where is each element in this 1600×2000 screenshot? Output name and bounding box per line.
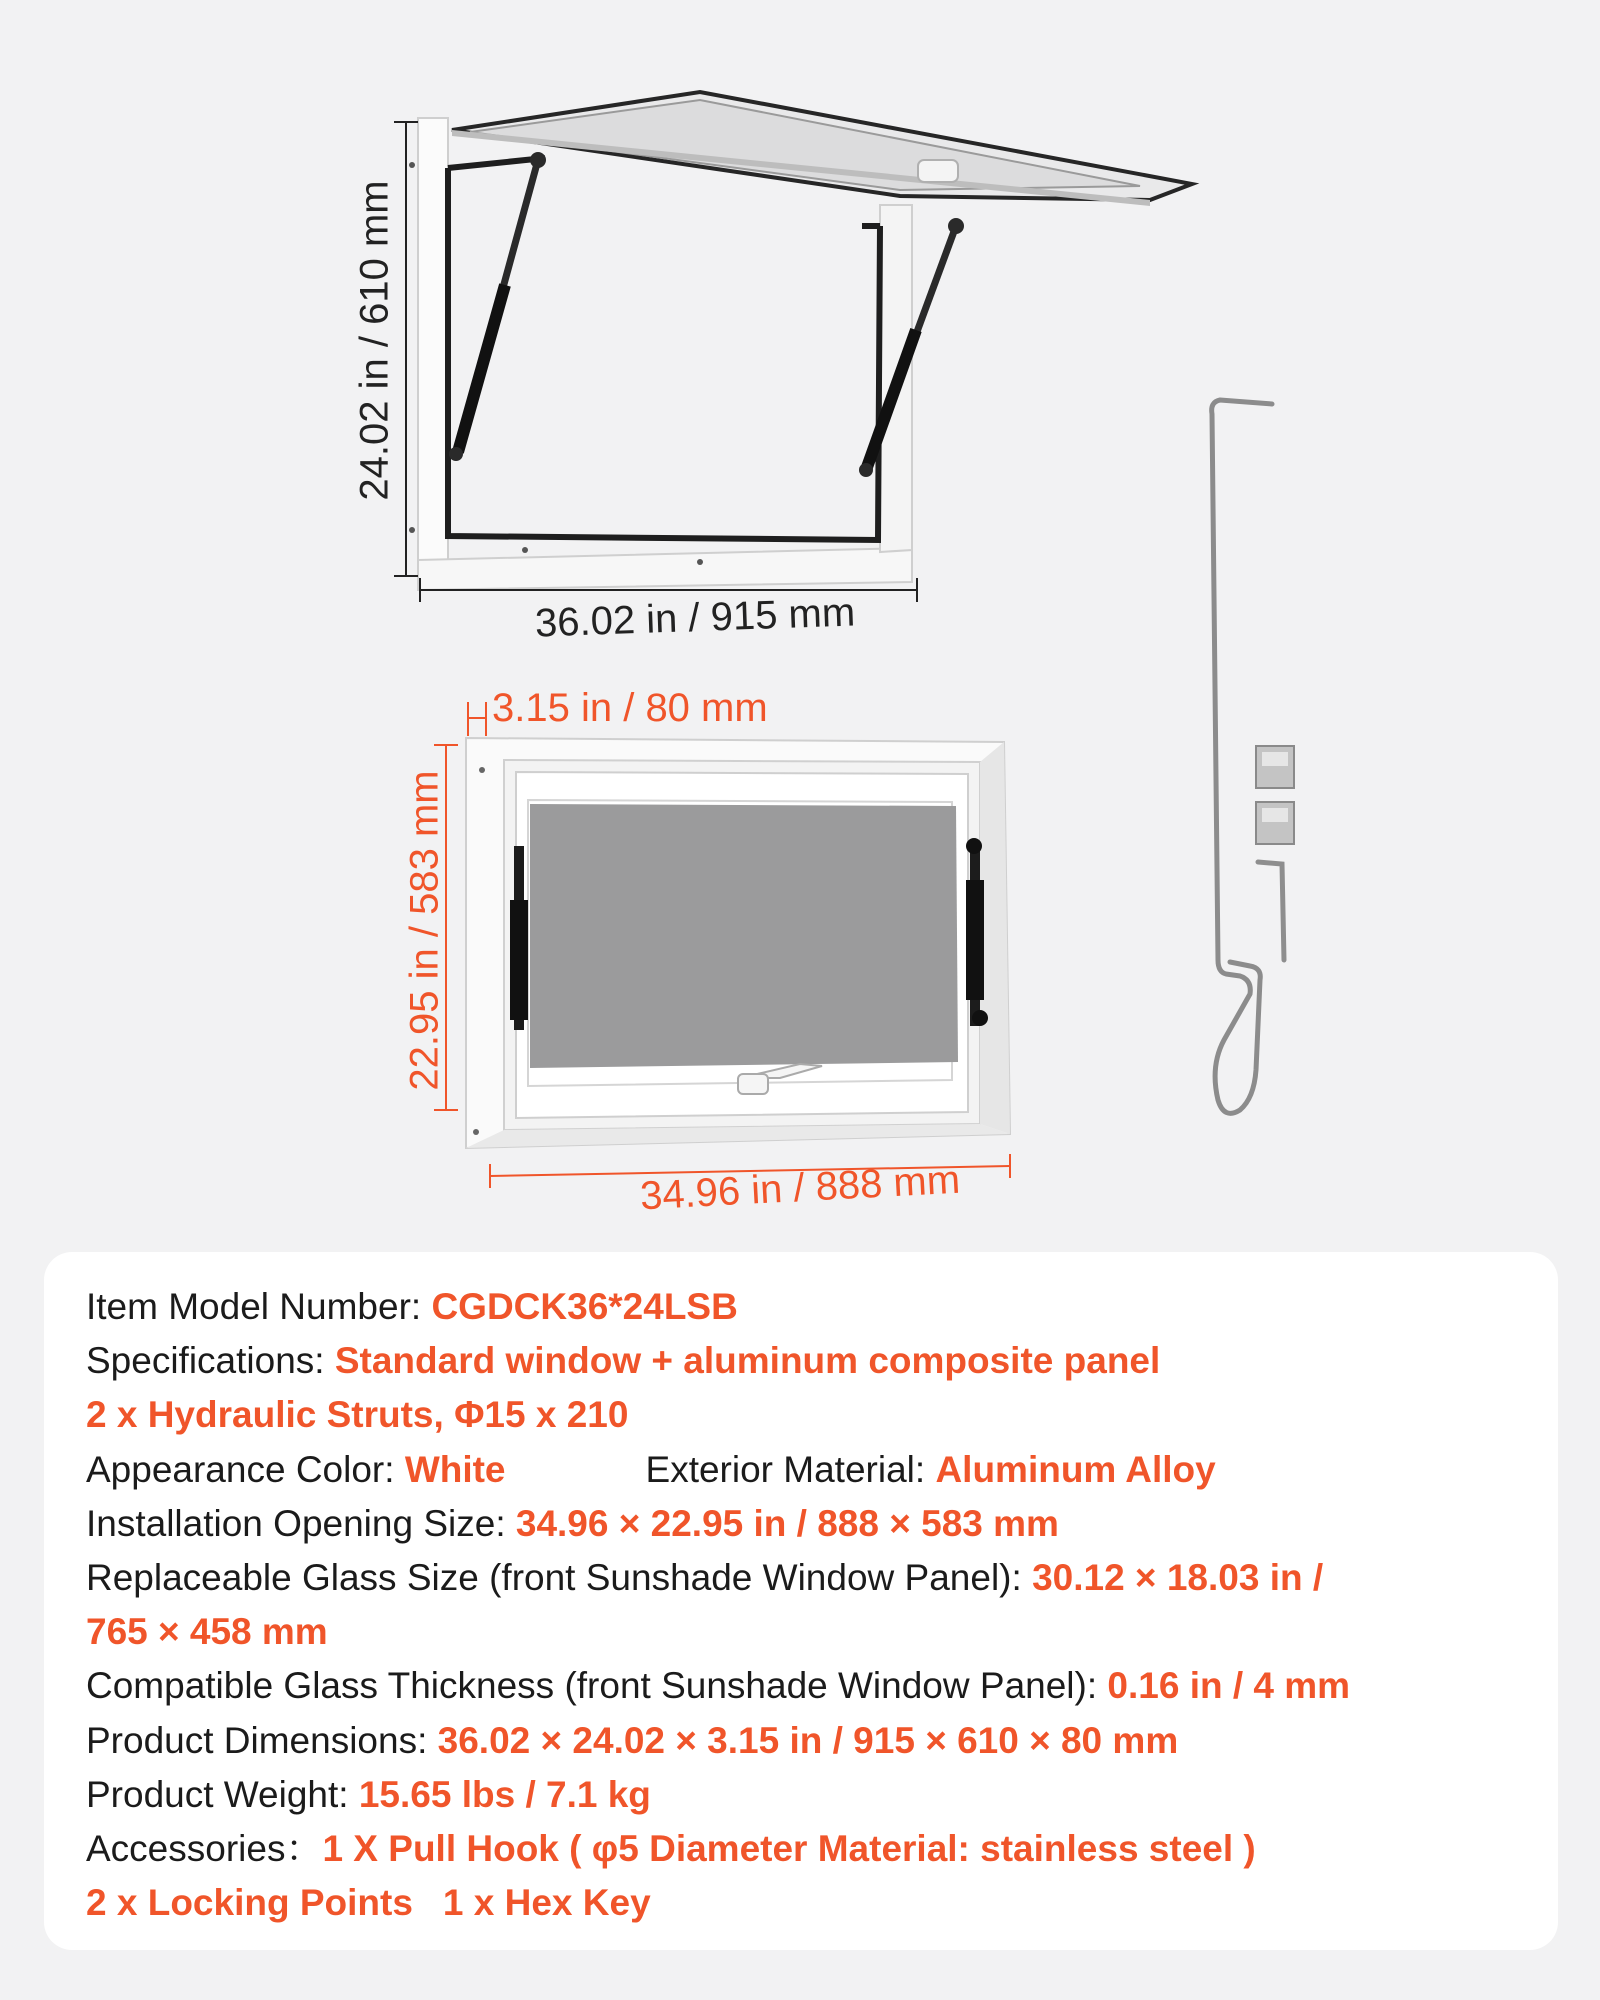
hex-key-illustration bbox=[1258, 862, 1284, 960]
model-value: CGDCK36*24LSB bbox=[431, 1286, 738, 1327]
opening-label: Installation Opening Size: bbox=[86, 1502, 516, 1544]
spec-label: Specifications: bbox=[86, 1340, 335, 1382]
weight-label: Product Weight: bbox=[86, 1773, 359, 1815]
dimensions-value: 36.02 × 24.02 × 3.15 in / 915 × 610 × 80 mm bbox=[437, 1719, 1179, 1761]
exterior-label: Exterior Material: bbox=[645, 1448, 936, 1490]
spec-accessories-cont bbox=[86, 1876, 1526, 1930]
opening-value: 34.96 × 22.95 in / 888 × 583 mm bbox=[515, 1502, 1059, 1544]
open-window-illustration bbox=[409, 92, 1192, 590]
glass-size-value-2: 765 × 458 mm bbox=[86, 1611, 328, 1653]
spec-glass-size-cont bbox=[86, 1605, 1526, 1659]
spec-accessories bbox=[86, 1822, 1526, 1876]
accessories-value-2b: 1 x Hex Key bbox=[442, 1882, 651, 1924]
open-width-label: 36.02 in / 915 mm bbox=[534, 590, 856, 646]
depth-label: 3.15 in / 80 mm bbox=[492, 686, 768, 730]
exterior-value: Aluminum Alloy bbox=[935, 1448, 1216, 1490]
struts-value: 2 x Hydraulic Struts, Φ15 x 210 bbox=[86, 1394, 629, 1436]
spec-weight bbox=[86, 1768, 1526, 1822]
spec-opening-size bbox=[86, 1497, 1526, 1551]
closed-width-label: 34.96 in / 888 mm bbox=[639, 1157, 962, 1219]
accessories-label: Accessories： bbox=[86, 1827, 323, 1869]
specifications-list bbox=[86, 1280, 1526, 1930]
accessories-value-2a: 2 x Locking Points bbox=[86, 1882, 413, 1924]
spec-dimensions bbox=[86, 1714, 1526, 1768]
color-value: White bbox=[404, 1448, 506, 1490]
spec-glass-size bbox=[86, 1551, 1526, 1605]
closed-window-illustration bbox=[466, 738, 1010, 1148]
spec-specifications bbox=[86, 1334, 1526, 1388]
model-label: Item Model Number: bbox=[86, 1286, 432, 1327]
spec-model bbox=[86, 1280, 1526, 1334]
accessories-value-1: 1 X Pull Hook ( φ5 Diameter Material: stainless steel ) bbox=[322, 1827, 1256, 1869]
locking-points-illustration bbox=[1256, 746, 1294, 844]
spec-struts bbox=[86, 1388, 1526, 1442]
thickness-value: 0.16 in / 4 mm bbox=[1107, 1665, 1351, 1707]
thickness-label: Compatible Glass Thickness (front Sunshade Window Panel): bbox=[86, 1665, 1108, 1707]
open-dimension-lines bbox=[394, 122, 917, 602]
color-label: Appearance Color: bbox=[86, 1448, 405, 1490]
dimensions-label: Product Dimensions: bbox=[86, 1719, 438, 1761]
glass-size-label: Replaceable Glass Size (front Sunshade Window Panel): bbox=[86, 1556, 1033, 1598]
open-height-label: 24.02 in / 610 mm bbox=[352, 180, 397, 501]
spec-glass-thickness bbox=[86, 1659, 1526, 1713]
closed-height-label: 22.95 in / 583 mm bbox=[402, 770, 447, 1091]
weight-value: 15.65 lbs / 7.1 kg bbox=[358, 1773, 651, 1815]
glass-size-value-1: 30.12 × 18.03 in / bbox=[1032, 1556, 1324, 1598]
spec-value: Standard window + aluminum composite panel bbox=[334, 1340, 1161, 1382]
spec-color-material bbox=[86, 1443, 1526, 1497]
